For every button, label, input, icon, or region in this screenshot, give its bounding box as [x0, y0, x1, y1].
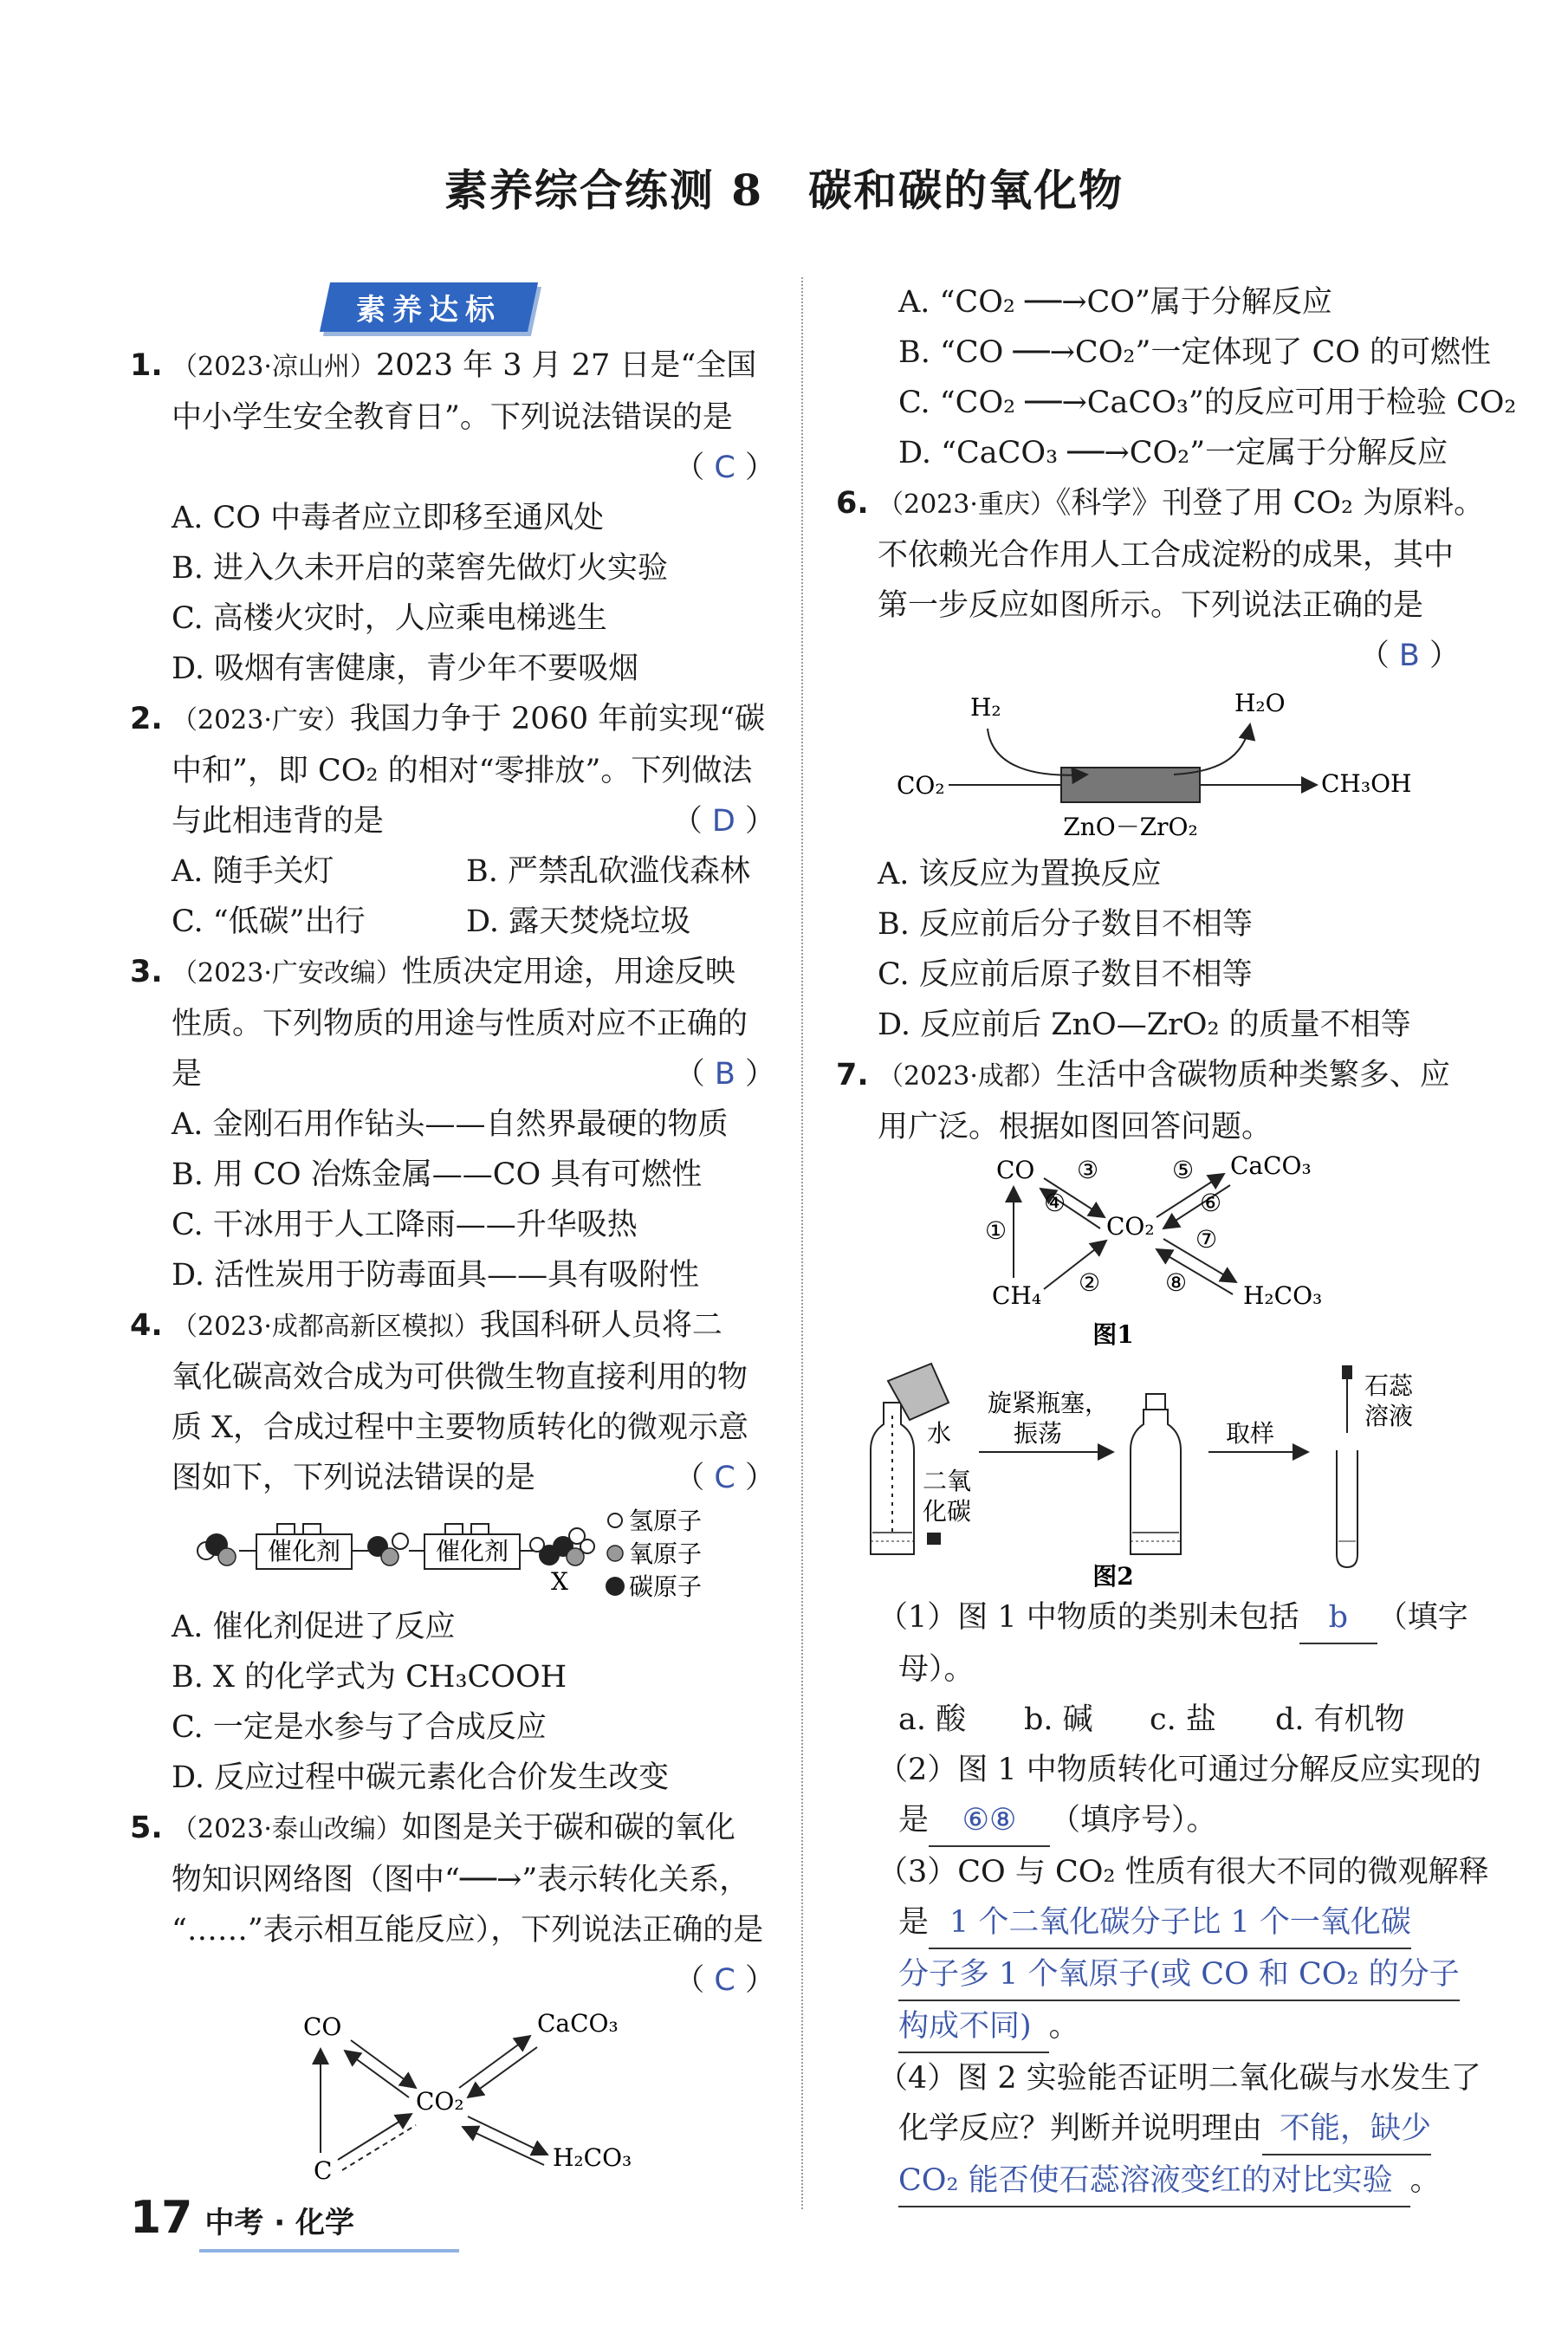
bottle-cap-icon: [927, 1533, 941, 1545]
right-column: [836, 277, 1517, 2207]
question-text: 图如下，下列说法错误的是: [172, 1461, 536, 1495]
hydrogen-legend-icon: [608, 1514, 622, 1527]
intermediate-molecule: [367, 1533, 408, 1565]
answer-value: C: [714, 450, 735, 485]
label-4: ④: [1044, 1189, 1066, 1217]
legend-hydrogen: 氢原子: [629, 1507, 703, 1535]
label-8: ⑧: [1165, 1268, 1188, 1297]
step-1-label: 旋紧瓶塞，: [988, 1389, 1110, 1417]
question-text: 2023 年 3 月 27 日是“全国: [375, 348, 757, 383]
microscopic-diagram: [130, 1503, 775, 1598]
option-d: D. 露天焚烧垃圾: [466, 904, 691, 939]
answer-value: C: [714, 1963, 735, 1998]
legend: [606, 1507, 702, 1598]
h2o-label: H₂O: [1234, 689, 1286, 717]
co2-label: 化碳: [923, 1497, 972, 1526]
question-text: 质 X，合成过程中主要物质转化的微观示意: [172, 1410, 749, 1445]
subquestion-1: （填字: [1377, 1600, 1468, 1635]
option-d: D. 活性炭用于防毒面具——具有吸附性: [172, 1258, 700, 1293]
node-caco3: CaCO₃: [1230, 1152, 1312, 1180]
question-text: 物知识网络图（图中“──→”表示转化关系，: [172, 1863, 750, 1897]
question-1: [130, 340, 775, 694]
subquestion-4: （4）图 2 实验能否证明二氧化碳与水发生了: [878, 2061, 1481, 2096]
option-a: A. 催化剂促进了反应: [172, 1610, 456, 1644]
option-c: C. 反应前后原子数目不相等: [878, 957, 1253, 992]
answer-value: B: [714, 1057, 735, 1092]
litmus-label: 溶液: [1364, 1402, 1414, 1430]
node-co2: CO₂: [416, 2087, 464, 2116]
node-co: CO: [996, 1156, 1035, 1184]
catalyst-label: 催化剂: [435, 1537, 509, 1565]
option-a: A. 随手关灯: [172, 854, 334, 889]
question-text: 中和”，即 CO₂ 的相对“零排放”。下列做法: [172, 754, 753, 788]
question-number: 6.: [836, 486, 869, 521]
carbon-network-diagram: [130, 2006, 775, 2188]
footer-underline: [199, 2249, 459, 2252]
answer-blank-3: 分子多 1 个氧原子(或 CO 和 CO₂ 的分子: [898, 1949, 1460, 2001]
reaction-diagram: [836, 681, 1460, 846]
book-title: 中考 · 化学: [204, 2206, 354, 2240]
question-text: 性质。下列物质的用途与性质对应不正确的: [172, 1007, 748, 1041]
option-b: B. 用 CO 冶炼金属——CO 具有可燃性: [172, 1157, 703, 1192]
question-text: 第一步反应如图所示。下列说法正确的是: [878, 588, 1424, 623]
option-c: C. “CO₂ ──→CaCO₃”的反应可用于检验 CO₂: [898, 386, 1517, 420]
page-footer: [130, 2192, 354, 2244]
option-a: A. CO 中毒者应立即移至通风处: [172, 501, 605, 535]
subquestion-1: （1）图 1 中物质的类别未包括: [878, 1600, 1299, 1635]
question-6: [836, 478, 1485, 1050]
left-column: [130, 277, 775, 2191]
question-source: （2023·广安改编）: [172, 958, 402, 989]
question-text: 中小学生安全教育日”。下列说法错误的是: [172, 400, 733, 435]
option-a: A. 金刚石用作钻头——自然界最硬的物质: [172, 1107, 729, 1142]
catalyst-label: 催化剂: [267, 1537, 341, 1565]
question-text: “……”表示相互能反应），下列说法正确的是: [172, 1913, 764, 1948]
question-text: 我国力争于 2060 年前实现“碳: [349, 702, 766, 736]
question-text: 是: [172, 1057, 203, 1092]
bottle-1: [871, 1403, 914, 1554]
subquestion-4: 。: [1409, 2163, 1441, 2198]
product-x-molecule: [530, 1528, 594, 1565]
figure-2-caption: 图2: [1092, 1562, 1134, 1589]
bottle-2: [1131, 1394, 1181, 1554]
node-co2: CO₂: [1106, 1212, 1155, 1241]
node-h2co3: H₂CO₃: [553, 2143, 632, 2172]
oxygen-legend-icon: [607, 1546, 623, 1561]
column-divider: [801, 277, 803, 2209]
node-caco3: CaCO₃: [537, 2009, 619, 2038]
question-4: 4. （2023·成都高新区模拟）我国科研人员将二 氧化碳高效合成为可供微生物直接利用的物 质 X，合成过程中主要物质转化的微观示意 图如下，下列说法错误的是 （ C ） 催化剂 催化剂 X 氢原子 氧原子 碳原子 A. 催化剂促进了反应 B. X 的化学式为 CH₃COOH C. 一定是水参与了合成反应 D. 反应过程中碳元素化合价发生改变: [130, 1300, 775, 1803]
label-2: ②: [1079, 1268, 1101, 1297]
question-3: 3. （2023·广安改编）性质决定用途，用途反映 性质。下列物质的用途与性质对应不正确的 是 （ B ） A. 金刚石用作钻头——自然界最硬的物质 B. 用 CO 冶炼金属——CO 具有可燃性 C. 干冰用于人工降雨——升华吸热 D. 活性炭用于防毒面具——具有吸附性: [130, 947, 775, 1300]
question-text: 如图是关于碳和碳的氧化: [401, 1811, 735, 1845]
option-d: D. 反应前后 ZnO—ZrO₂ 的质量不相等: [878, 1008, 1411, 1042]
question-source: （2023·重庆）: [878, 489, 1056, 520]
co2-molecule: [198, 1533, 236, 1565]
legend-carbon: 碳原子: [629, 1572, 703, 1598]
question-5: [130, 1803, 775, 2191]
subquestion-2: （2）图 1 中物质转化可通过分解反应实现的: [878, 1753, 1481, 1787]
choice-b: b. 碱: [1024, 1702, 1093, 1737]
subquestion-2: 是: [898, 1803, 930, 1838]
co2-label: 二氧: [923, 1467, 972, 1495]
choice-a: a. 酸: [898, 1702, 967, 1737]
answer-blank-4: CO₂ 能否使石蕊溶液变红的对比实验: [898, 2155, 1410, 2207]
question-source: （2023·成都）: [878, 1061, 1056, 1092]
label-5: ⑤: [1172, 1156, 1195, 1184]
step-2-label: 取样: [1226, 1419, 1275, 1448]
question-text: 生活中含碳物质种类繁多、应: [1055, 1058, 1450, 1092]
option-b: B. 进入久未开启的菜窖先做灯火实验: [172, 551, 668, 586]
answer-value: B: [1398, 638, 1420, 673]
label-3: ③: [1077, 1156, 1099, 1184]
catalyst-label: ZnO－ZrO₂: [1063, 813, 1198, 841]
question-text: 不依赖光合作用人工合成淀粉的成果，其中: [878, 538, 1455, 573]
page-number: 17: [130, 2192, 193, 2244]
option-c: C. 高楼火灾时，人应乘电梯逃生: [172, 601, 607, 636]
option-d: D. 吸烟有害健康，青少年不要吸烟: [172, 651, 639, 686]
option-a: A. “CO₂ ──→CO”属于分解反应: [898, 285, 1332, 320]
water-label: 水: [927, 1419, 952, 1448]
litmus-label: 石蕊: [1364, 1371, 1414, 1400]
answer-blank-1: b: [1299, 1592, 1377, 1644]
legend-oxygen: 氧原子: [629, 1539, 703, 1568]
question-source: （2023·成都高新区模拟）: [172, 1312, 480, 1342]
question-number: 2.: [130, 702, 163, 736]
x-label: X: [551, 1567, 568, 1596]
option-b: B. “CO ──→CO₂”一定体现了 CO 的可燃性: [898, 335, 1492, 370]
question-text: 用广泛。根据如图回答问题。: [878, 1110, 1273, 1144]
question-text: 《科学》刊登了用 CO₂ 为原料。: [1055, 486, 1485, 521]
option-b: B. 反应前后分子数目不相等: [878, 907, 1253, 942]
option-c: C. “低碳”出行: [172, 904, 366, 939]
answer-line: （ C ）: [674, 1963, 775, 1998]
question-number: 3.: [130, 955, 163, 989]
option-b: B. 严禁乱砍滥伐森林: [466, 854, 750, 889]
question-text: 性质决定用途，用途反映: [401, 955, 735, 989]
answer-line: （ B ）: [1358, 638, 1460, 673]
choice-c: c. 盐: [1150, 1702, 1216, 1737]
subquestion-2: （填序号）。: [1050, 1803, 1217, 1838]
answer-line: （ C ）: [674, 450, 775, 485]
subquestion-1: 母）。: [898, 1652, 975, 1687]
catalyst-block: [1061, 768, 1200, 802]
answer-blank-2: ⑥⑧: [929, 1795, 1050, 1847]
section-badge: 素养达标: [320, 282, 538, 332]
answer-blank-3: 构成不同): [898, 2001, 1049, 2053]
node-co: CO: [303, 2013, 342, 2041]
label-1: ①: [985, 1216, 1008, 1245]
page-title: 素养综合练测 8 碳和碳的氧化物: [444, 165, 1124, 216]
answer-value: D: [711, 804, 735, 839]
subquestion-3: （3）CO 与 CO₂ 性质有很大不同的微观解释: [878, 1855, 1489, 1890]
subquestion-4: 化学反应？判断并说明理由: [898, 2111, 1263, 2146]
option-b: B. X 的化学式为 CH₃COOH: [172, 1660, 567, 1695]
answer-value: C: [714, 1461, 735, 1495]
question-source: （2023·广安）: [172, 705, 350, 736]
question-text: 氧化碳高效合成为可供微生物直接利用的物: [172, 1360, 748, 1395]
step-1-label: 振荡: [1014, 1419, 1063, 1448]
figure-1-caption: 图1: [1092, 1320, 1134, 1349]
choice-d: d. 有机物: [1275, 1702, 1405, 1737]
subquestion-3: 是: [898, 1905, 930, 1940]
option-d: D. “CaCO₃ ──→CO₂”一定属于分解反应: [898, 436, 1448, 470]
question-source: （2023·泰山改编）: [172, 1814, 402, 1844]
question-text: 与此相违背的是: [172, 804, 385, 839]
question-source: （2023·凉山州）: [172, 352, 376, 382]
node-ch4: CH₄: [992, 1281, 1042, 1310]
beaker-pouring-icon: [888, 1364, 949, 1420]
question-text: 我国科研人员将二: [479, 1308, 722, 1343]
question-number: 7.: [836, 1058, 869, 1092]
answer-blank-3: 1 个二氧化碳分子比 1 个一氧化碳: [929, 1897, 1411, 1949]
ch3oh-label: CH₃OH: [1321, 769, 1412, 798]
node-h2co3: H₂CO₃: [1243, 1281, 1323, 1310]
label-6: ⑥: [1200, 1189, 1222, 1217]
option-c: C. 干冰用于人工降雨——升华吸热: [172, 1208, 638, 1242]
question-number: 4.: [130, 1308, 163, 1343]
answer-blank-4: 不能，缺少: [1262, 2103, 1431, 2155]
carbon-legend-icon: [606, 1577, 625, 1596]
question-7: [836, 1050, 1489, 2207]
figure-1: [836, 1152, 1460, 1351]
subquestion-3: 。: [1048, 2009, 1079, 2044]
node-c: C: [314, 2156, 333, 2185]
h2-label: H₂: [970, 693, 1001, 722]
figure-2: [836, 1355, 1460, 1589]
question-number: 5.: [130, 1811, 163, 1845]
question-number: 1.: [130, 348, 163, 383]
co2-label: CO₂: [897, 771, 945, 800]
test-tube: [1337, 1365, 1357, 1567]
label-7: ⑦: [1195, 1225, 1218, 1254]
option-c: C. 一定是水参与了合成反应: [172, 1710, 547, 1745]
option-d: D. 反应过程中碳元素化合价发生改变: [172, 1760, 670, 1795]
option-a: A. 该反应为置换反应: [878, 857, 1162, 891]
question-2: 2. （2023·广安）我国力争于 2060 年前实现“碳 中和”，即 CO₂ 的相对“零排放”。下列做法 与此相违背的是 （ D ） A. 随手关灯 B. 严禁乱砍滥伐森林 C. “低碳”出行 D. 露天焚烧垃圾: [130, 694, 775, 947]
